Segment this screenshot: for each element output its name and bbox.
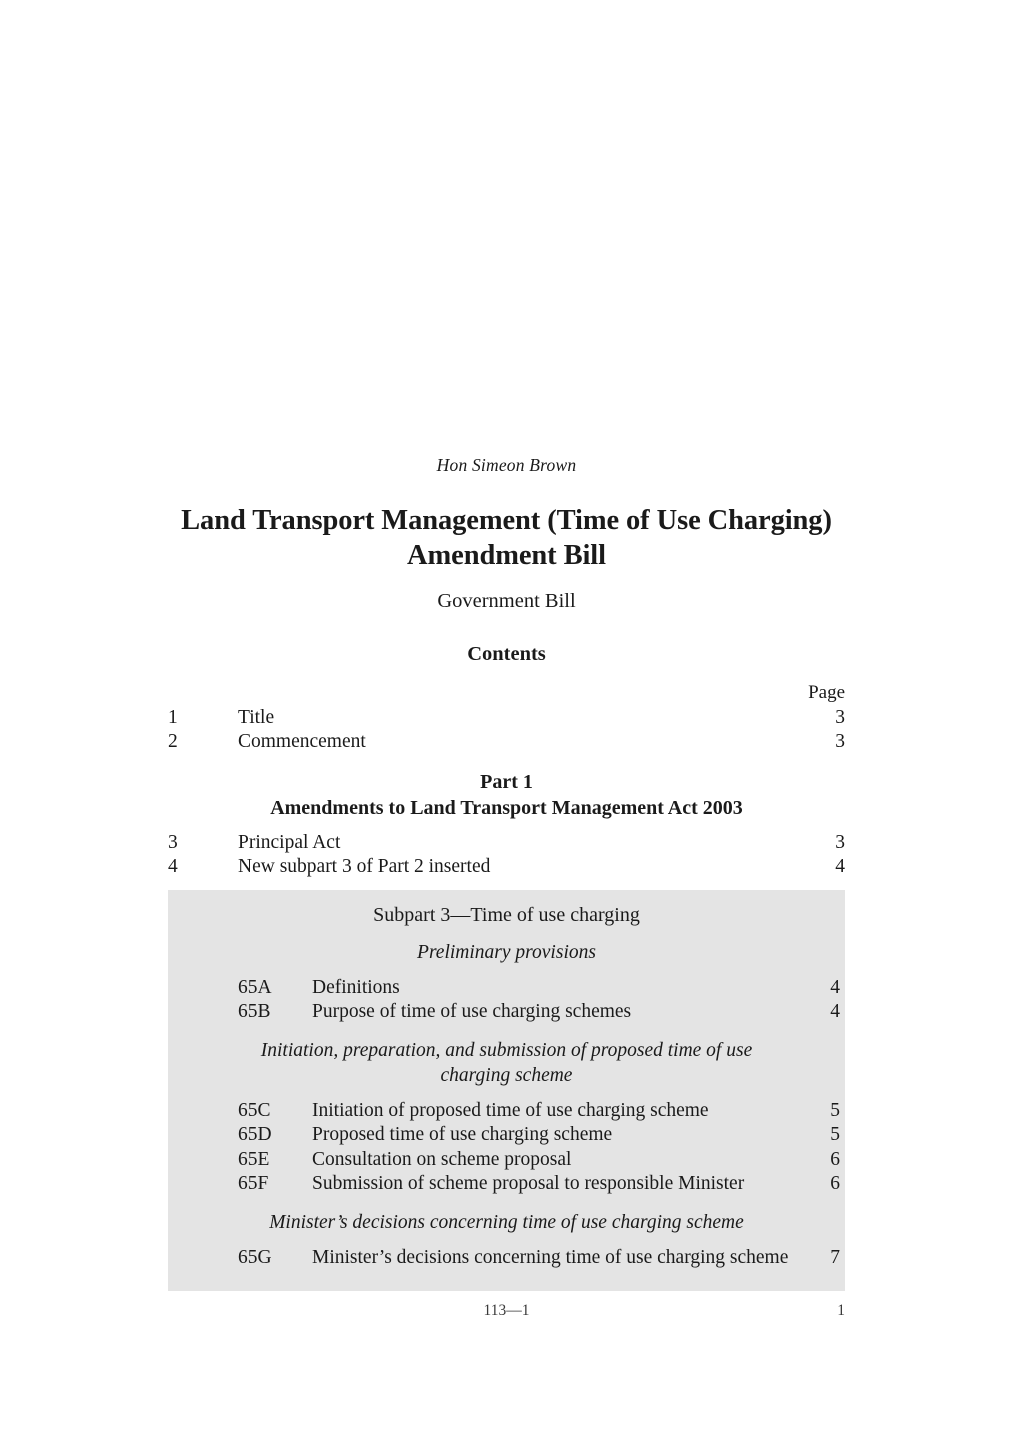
- toc-row-label: Submission of scheme proposal to responsible Minister: [312, 1173, 745, 1195]
- toc-row-page: 3: [835, 831, 845, 853]
- part-name: Amendments to Land Transport Management Act 2003: [270, 796, 743, 819]
- toc-row-page: 5: [830, 1124, 840, 1146]
- inserted-text-block: [168, 890, 845, 1291]
- toc-row-page: 4: [835, 856, 845, 878]
- toc-row-label: Minister’s decisions concerning time of use charging scheme: [312, 1246, 789, 1268]
- toc-row-number: 4: [168, 856, 178, 878]
- table-row[interactable]: [168, 1246, 845, 1271]
- toc-opening-rows: [168, 706, 845, 755]
- toc-row-number: 65E: [238, 1148, 270, 1170]
- table-row[interactable]: [168, 831, 845, 856]
- table-row[interactable]: [168, 976, 845, 1001]
- toc-row-number: 65G: [238, 1246, 272, 1268]
- toc-row-page: 7: [830, 1246, 840, 1268]
- toc-part-rows: [168, 831, 845, 880]
- table-row[interactable]: [168, 706, 845, 731]
- page-content: [168, 455, 845, 1291]
- page-column-header: Page: [808, 681, 845, 703]
- toc-row-page: 3: [835, 706, 845, 728]
- bill-sponsor: Hon Simeon Brown: [436, 455, 577, 475]
- toc-row-page: 6: [830, 1173, 840, 1195]
- toc-row-page: 4: [830, 976, 840, 998]
- contents-heading: Contents: [467, 642, 546, 665]
- cross-heading: Minister’s decisions concerning time of use charging scheme: [269, 1212, 744, 1234]
- bill-kind: Government Bill: [437, 589, 576, 612]
- toc-row-label: Definitions: [312, 976, 400, 998]
- toc-subpart-group-rows: [168, 1246, 845, 1271]
- part-number: Part 1: [480, 770, 533, 793]
- toc-row-page: 5: [830, 1099, 840, 1121]
- toc-subpart-group-rows: [168, 1099, 845, 1197]
- toc-row-label: Principal Act: [238, 831, 341, 853]
- cross-heading: Preliminary provisions: [417, 941, 596, 963]
- toc-row-number: 65D: [238, 1124, 272, 1146]
- table-row[interactable]: [168, 855, 845, 880]
- toc-row-label: New subpart 3 of Part 2 inserted: [238, 856, 491, 878]
- toc-row-number: 65C: [238, 1099, 271, 1121]
- toc-row-page: 4: [830, 1001, 840, 1023]
- toc-row-number: 65F: [238, 1173, 269, 1195]
- bill-number: 113—1: [483, 1302, 530, 1319]
- table-row[interactable]: [168, 1099, 845, 1124]
- toc-row-label: Title: [238, 706, 275, 728]
- toc-row-label: Commencement: [238, 731, 366, 753]
- toc-row-label: Purpose of time of use charging schemes: [312, 1001, 632, 1023]
- toc-row-label: Proposed time of use charging scheme: [312, 1124, 613, 1146]
- toc-row-page: 3: [835, 731, 845, 753]
- table-row[interactable]: [168, 1000, 845, 1025]
- toc-subpart-group-rows: [168, 976, 845, 1025]
- toc-row-label: Consultation on scheme proposal: [312, 1148, 572, 1170]
- toc-row-label: Initiation of proposed time of use charging scheme: [312, 1099, 709, 1121]
- cross-heading: Initiation, preparation, and submission of proposed time of use charging scheme: [260, 1039, 753, 1086]
- table-row[interactable]: [168, 1123, 845, 1148]
- part-heading: [168, 769, 845, 821]
- toc-row-number: 2: [168, 731, 178, 753]
- table-row[interactable]: [168, 1172, 845, 1197]
- table-row[interactable]: [168, 730, 845, 755]
- toc-row-number: 3: [168, 831, 178, 853]
- toc-row-number: 65A: [238, 976, 272, 998]
- page-number: 1: [837, 1302, 845, 1319]
- subpart-heading: Subpart 3—Time of use charging: [373, 903, 640, 926]
- toc-row-number: 65B: [238, 1001, 271, 1023]
- page-title: Land Transport Management (Time of Use Charging) Amendment Bill: [181, 505, 832, 571]
- table-row[interactable]: [168, 1148, 845, 1173]
- toc-row-page: 6: [830, 1148, 840, 1170]
- toc-row-number: 1: [168, 706, 178, 728]
